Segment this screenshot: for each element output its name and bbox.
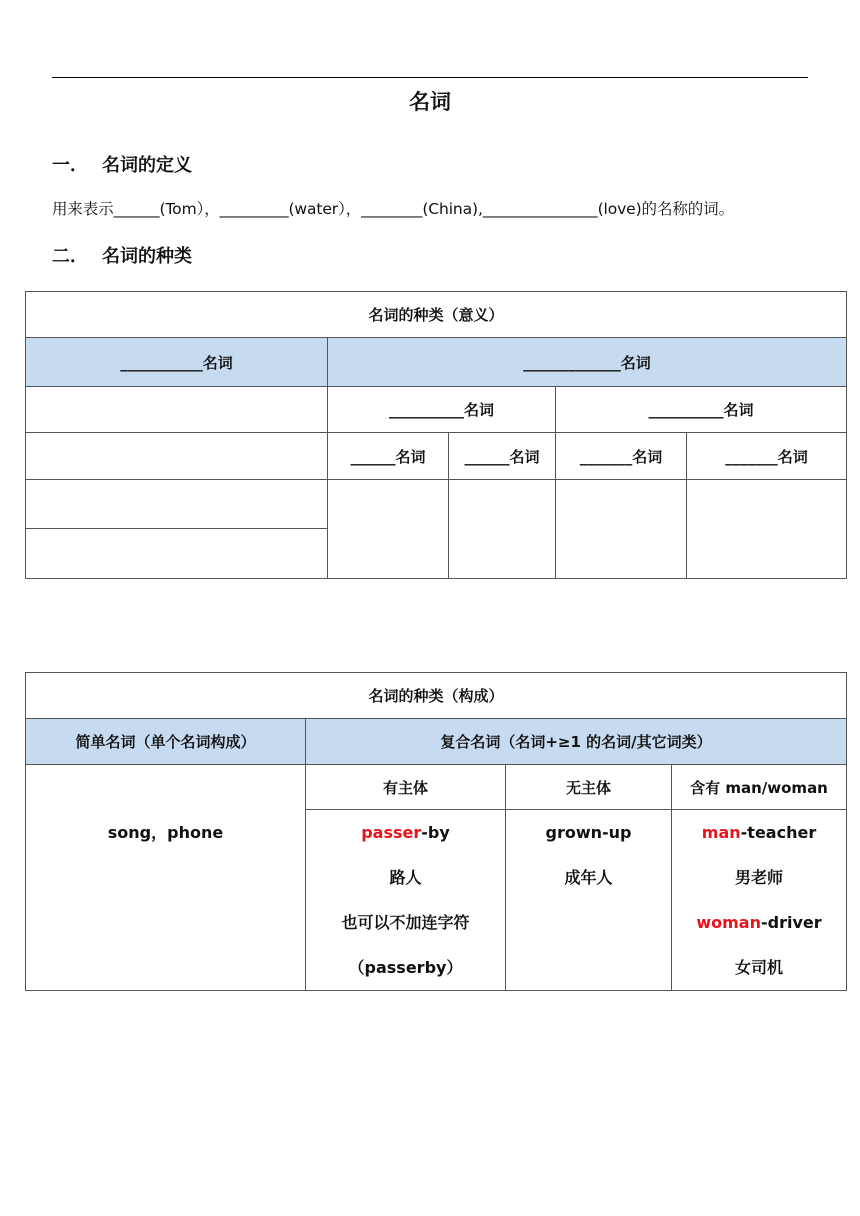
example-meaning: 成年人	[564, 868, 613, 887]
simple-noun-cell	[26, 765, 306, 991]
table-cell	[556, 480, 687, 579]
section-number: 一．	[52, 155, 88, 176]
definition-text: 用来表示______(Tom），_________(water），________(China),_______________(love)的名称的词。	[52, 200, 734, 218]
subheader-cell: _______名词	[556, 433, 687, 480]
noun-types-meaning-table	[25, 291, 847, 579]
example-word: grown-up	[545, 823, 632, 842]
section-heading-types	[52, 242, 192, 268]
word-rest: -driver	[761, 913, 822, 932]
subheader-cell: ______名词	[328, 433, 449, 480]
example-meaning: 女司机	[735, 958, 784, 977]
section-number: 二．	[52, 246, 88, 267]
section-title: 名词的种类	[102, 246, 192, 267]
category-header: 无主体	[506, 765, 672, 810]
subheader-cell: ______名词	[449, 433, 556, 480]
highlighted-part: passer	[361, 823, 422, 842]
example-meaning: 路人	[389, 868, 422, 887]
example-word	[306, 810, 505, 855]
table-cell	[26, 529, 328, 579]
category-header: 含有 man/woman	[672, 765, 847, 810]
column-header: ___________名词	[26, 338, 328, 387]
example-word: song，phone	[107, 823, 224, 842]
highlighted-part: man	[701, 823, 741, 842]
section-title: 名词的定义	[102, 155, 192, 176]
example-meaning: 男老师	[735, 868, 784, 887]
nosubject-examples-cell	[506, 810, 672, 991]
table-cell	[26, 480, 328, 529]
table-cell	[328, 480, 449, 579]
subheader-cell: _______名词	[687, 433, 847, 480]
column-header: _____________名词	[328, 338, 847, 387]
table-title: 名词的种类（意义）	[26, 292, 847, 338]
table-cell	[449, 480, 556, 579]
top-rule	[52, 77, 808, 78]
page-title: 名词	[409, 90, 451, 114]
subject-examples-cell	[306, 810, 506, 991]
section-heading-definition	[52, 151, 192, 177]
example-alternative: （passerby）	[348, 958, 463, 977]
category-header: 有主体	[306, 765, 506, 810]
example-word	[672, 810, 846, 855]
manwoman-examples-cell	[672, 810, 847, 991]
word-rest: -teacher	[740, 823, 817, 842]
subheader-cell: __________名词	[328, 387, 556, 433]
table-cell	[26, 387, 328, 433]
table-cell	[26, 433, 328, 480]
table-cell	[687, 480, 847, 579]
column-header: 复合名词（名词+≥1 的名词/其它词类）	[306, 719, 847, 765]
table-title: 名词的种类（构成）	[26, 673, 847, 719]
example-note: 也可以不加连字符	[341, 913, 470, 932]
subheader-cell: __________名词	[556, 387, 847, 433]
column-header: 简单名词（单个名词构成）	[26, 719, 306, 765]
highlighted-part: woman	[696, 913, 761, 932]
word-rest: -by	[421, 823, 450, 842]
example-word	[672, 900, 846, 945]
noun-types-formation-table	[25, 672, 847, 991]
